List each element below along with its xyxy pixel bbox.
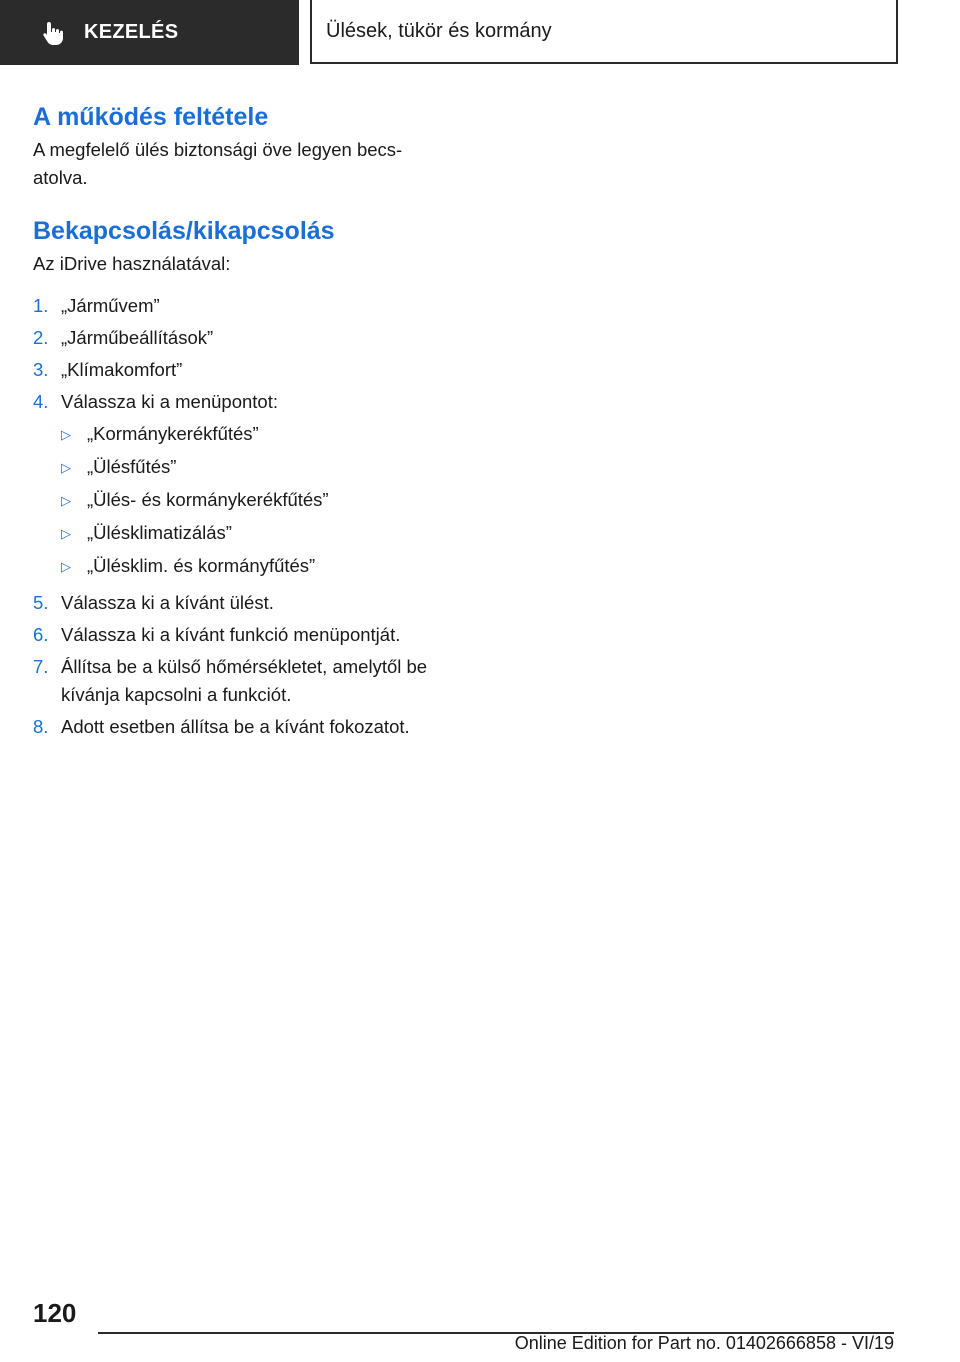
chapter-title: Ülések, tükör és kormány [326,19,552,42]
list-item [33,589,443,617]
heading-condition: A működés feltétele [33,103,269,131]
list-item [33,621,443,649]
steps-list [33,292,443,741]
step-text: Állítsa be a külső hőmérsékletet, amelytől be kívánja kapcsolni a funkciót. [61,656,428,705]
list-item [61,453,443,482]
triangle-bullet-icon: ▷ [61,526,71,541]
list-item [61,519,443,548]
step-text: Adott esetben állítsa be a kívánt fokozatot. [61,716,410,737]
list-item [61,420,443,449]
triangle-bullet-icon: ▷ [61,559,71,574]
step-number: 1. [33,295,49,316]
step-number: 3. [33,359,49,380]
list-item [33,653,443,709]
step-number: 7. [33,656,49,677]
hand-pointer-icon [40,20,66,46]
triangle-bullet-icon: ▷ [61,427,71,442]
substep-text: „Ülésklimatizálás” [87,522,232,543]
page-number: 120 [33,1298,77,1328]
condition-text: A megfelelő ülés biztonsági öve legyen becs‐ atolva. [33,139,403,188]
step-text: „Járműbeállítások” [61,327,214,348]
header-section-tab [0,0,299,65]
substep-text: „Kormánykerékfűtés” [87,423,259,444]
step-text: „Klímakomfort” [61,359,183,380]
list-item [33,713,443,741]
list-item [61,552,443,581]
triangle-bullet-icon: ▷ [61,460,71,475]
step-number: 6. [33,624,49,645]
substeps-list [61,420,443,581]
step-number: 8. [33,716,49,737]
list-item [33,388,443,585]
list-item [33,324,443,352]
heading-on-off: Bekapcsolás/kikapcsolás [33,217,335,245]
header-section-label: KEZELÉS [84,21,179,43]
step-text: „Járművem” [61,295,160,316]
step-text: Válassza ki a menüpontot: [61,391,278,412]
list-item [61,486,443,515]
step-number: 4. [33,391,49,412]
substep-text: „Ülésfűtés” [87,456,177,477]
step-number: 5. [33,592,49,613]
on-off-intro: Az iDrive használatával: [33,253,231,274]
list-item [33,356,443,384]
list-item [33,292,443,320]
step-text: Válassza ki a kívánt ülést. [61,592,274,613]
footer-edition: Online Edition for Part no. 01402666858 - VI/19 [514,1333,894,1353]
substep-text: „Ülés- és kormánykerékfűtés” [87,489,329,510]
step-number: 2. [33,327,49,348]
main-content [33,100,443,745]
step-text: Válassza ki a kívánt funkció menüpontját. [61,624,401,645]
triangle-bullet-icon: ▷ [61,493,71,508]
header-chapter-box [310,0,898,64]
substep-text: „Ülésklim. és kormányfűtés” [87,555,316,576]
